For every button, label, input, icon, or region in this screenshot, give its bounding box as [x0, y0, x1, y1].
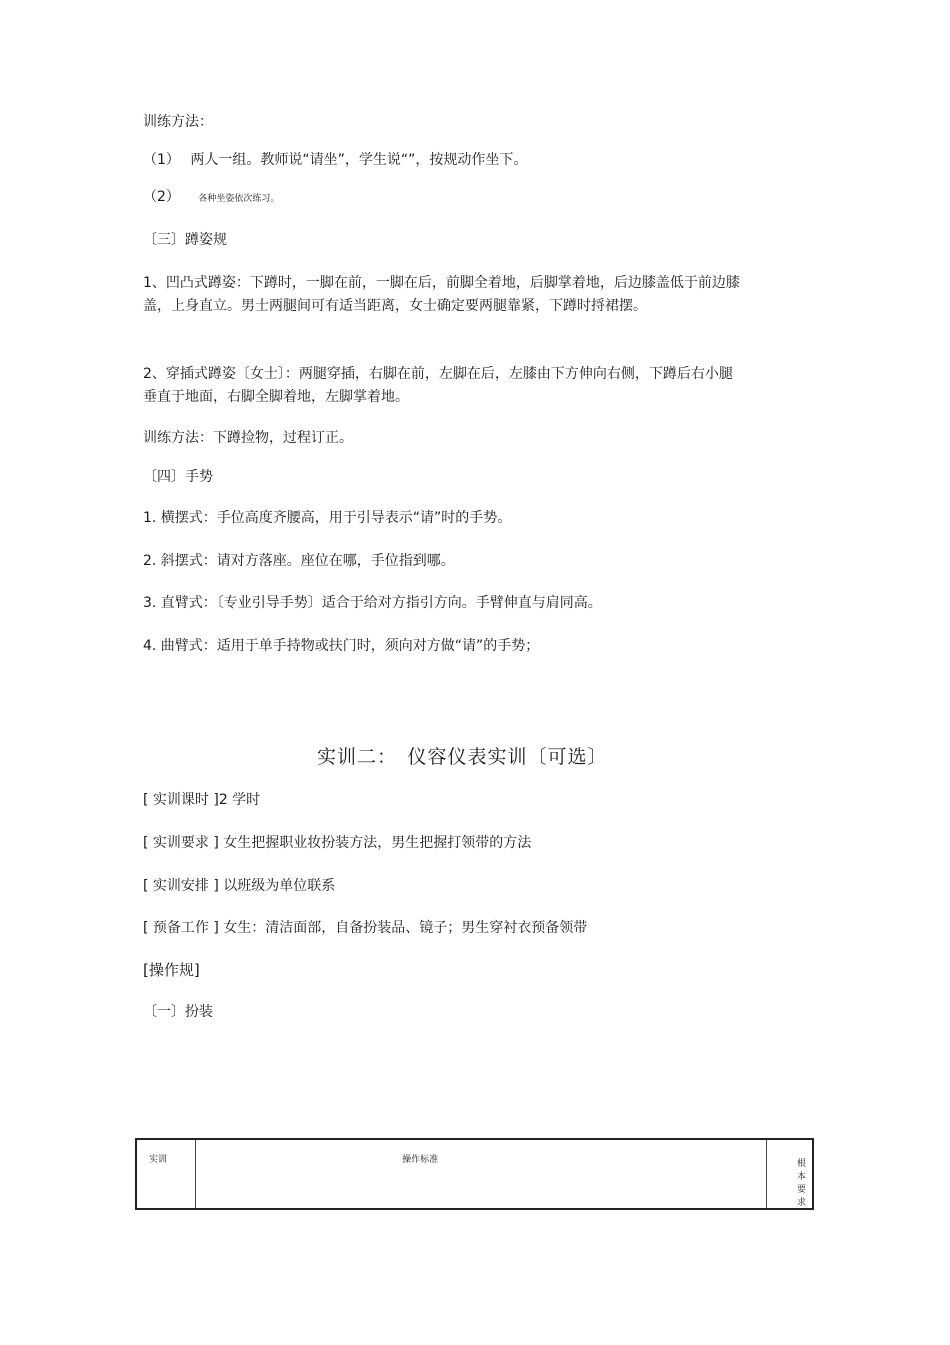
squat-paragraph-2: 2、穿插式蹲姿〔女士〕：两腿穿插，右脚在前，左脚在后，左膝由下方伸向右侧，下蹲后右小腿垂直于地面，右脚全脚着地，左脚掌着地。 — [143, 366, 733, 405]
gesture-item-4: 4. 曲臂式：适用于单手持物或扶门时，须向对方做“请”的手势； — [143, 638, 540, 654]
training-method-label: 训练方法： — [143, 114, 213, 130]
training-arrangement: [ 实训安排 ] 以班级为单位联系 — [143, 878, 336, 894]
squat-training-method: 训练方法：下蹲捡物，过程订正。 — [143, 430, 353, 446]
preparation-work: [ 预备工作 ] 女生：清洁面部，自备扮装品、镜子；男生穿衬衣预备领带 — [143, 920, 588, 936]
squat-paragraph-1: 1、凹凸式蹲姿：下蹲时，一脚在前，一脚在后，前脚全着地，后脚掌着地，后边膝盖低于前边膝盖，上身直立。男士两腿间可有适当距离，女士确定要两腿靠紧，下蹲时捋裙摆。 — [143, 275, 740, 314]
list-item-2-text: 各种坐姿依次练习。 — [198, 194, 280, 204]
list-item-1-number: （1） — [143, 152, 180, 168]
table-header-standard: 操作标准 — [196, 1139, 767, 1209]
training-table — [135, 1138, 814, 1210]
training-hours: [ 实训课时 ]2 学时 — [143, 792, 261, 808]
squat-heading: 〔三〕蹲姿规 — [143, 232, 227, 248]
table-header-row — [136, 1139, 813, 1209]
list-item-2-number: （2） — [143, 189, 180, 205]
gesture-item-2: 2. 斜摆式：请对方落座。座位在哪，手位指到哪。 — [143, 553, 455, 569]
table-header-requirement: 根本要求 — [766, 1139, 813, 1209]
gesture-heading: 〔四〕手势 — [143, 469, 213, 485]
procedure-heading: [操作规] — [143, 961, 200, 979]
list-item-1-text: 两人一组。教师说“请坐”，学生说“”，按规动作坐下。 — [190, 152, 528, 168]
gesture-item-1: 1. 横摆式：手位高度齐腰高，用于引导表示“请”时的手势。 — [143, 510, 512, 526]
section-title: 实训二： 仪容仪表实训〔可选〕 — [317, 746, 608, 768]
makeup-subheading: 〔一〕扮装 — [143, 1004, 213, 1020]
table-header-training: 实训 — [136, 1139, 196, 1209]
gesture-item-3: 3. 直臂式：〔专业引导手势〕适合于给对方指引方向。手臂伸直与肩同高。 — [143, 595, 602, 611]
training-requirement: [ 实训要求 ] 女生把握职业妆扮装方法，男生把握打领带的方法 — [143, 835, 532, 851]
list-item-2 — [143, 187, 279, 209]
list-item-1 — [143, 150, 527, 170]
